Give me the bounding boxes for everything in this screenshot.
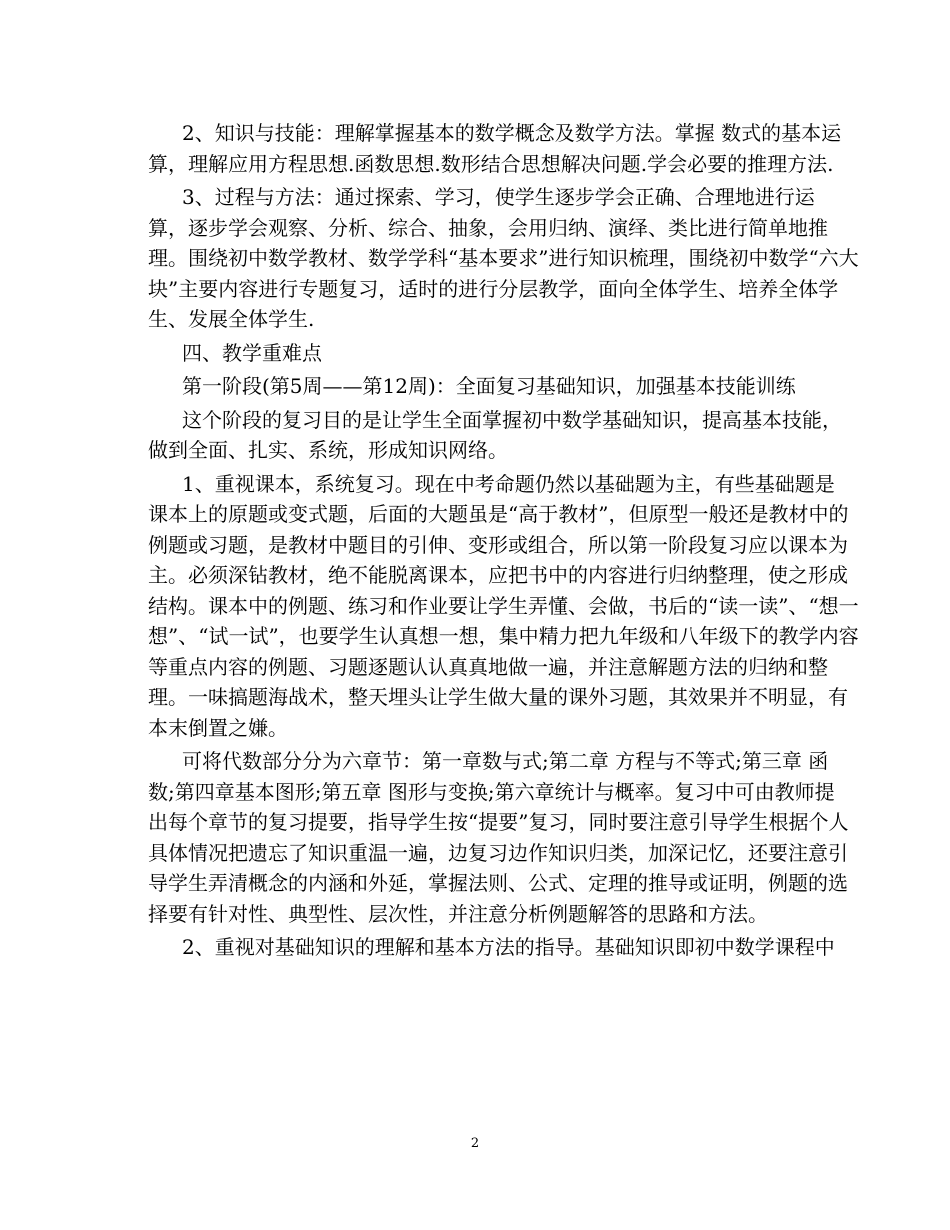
text-line: 导学生弄清概念的内涵和外延，掌握法则、公式、定理的推导或证明，例题的选	[148, 871, 848, 895]
body-text	[148, 118, 859, 963]
text-line: 算，理解应用方程思想.函数思想.数形结合思想解决问题.学会必要的推理方法.	[148, 151, 834, 176]
section-heading: 四、教学重难点	[182, 340, 322, 365]
text-line: 择要有针对性、典型性、层次性，并注意分析例题解答的思路和方法。	[148, 901, 768, 926]
text-line: 做到全面、扎实、系统，形成知识网络。	[148, 438, 508, 462]
text-line: 出每个章节的复习提要，指导学生按“提要”复习，同时要注意引导学生根据个人	[148, 810, 849, 834]
text-line: 例题或习题，是教材中题目的引伸、变形或组合，所以第一阶段复习应以课本为	[148, 532, 848, 557]
text-line: 本末倒置之嫌。	[148, 715, 288, 740]
text-line: 结构。课本中的例题、练习和作业要让学生弄懂、会做，书后的“读一读”、“想一	[148, 593, 859, 618]
text-line: 等重点内容的例题、习题逐题认认真真地做一遍，并注意解题方法的归纳和整	[148, 654, 828, 679]
text-line: 数;第四章基本图形;第五章 图形与变换;第六章统计与概率。复习中可由教师提	[148, 779, 835, 804]
text-line: 课本上的原题或变式题，后面的大题虽是“高于教材”，但原型一般还是教材中的	[148, 502, 849, 526]
text-line: 2、重视对基础知识的理解和基本方法的指导。基础知识即初中数学课程中	[182, 935, 835, 959]
text-line: 想”、“试一试”，也要学生认真想一想，集中精力把九年级和八年级下的教学内容	[148, 624, 859, 648]
text-line: 2、知识与技能：理解掌握基本的数学概念及数学方法。掌握 数式的基本运	[182, 121, 842, 145]
text-line: 生、发展全体学生.	[148, 307, 315, 331]
text-line: 主。必须深钻教材，绝不能脱离课本，应把书中的内容进行归纳整理，使之形成	[148, 563, 848, 587]
stage-heading: 第一阶段(第5周——第12周)：全面复习基础知识，加强基本技能训练	[182, 374, 796, 398]
text-line: 块”主要内容进行专题复习，适时的进行分层教学，面向全体学生、培养全体学	[148, 276, 839, 301]
text-line: 可将代数部分分为六章节：第一章数与式;第二章 方程与不等式;第三章 函	[182, 749, 829, 773]
text-line: 理。围绕初中数学教材、数学学科“基本要求”进行知识梳理，围绕初中数学“六大	[148, 246, 859, 270]
text-line: 1、重视课本，系统复习。现在中考命题仍然以基础题为主，有些基础题是	[182, 471, 835, 496]
text-line: 这个阶段的复习目的是让学生全面掌握初中数学基础知识，提高基本技能，	[182, 407, 842, 432]
text-line: 算，逐步学会观察、分析、综合、抽象，会用归纳、演绎、类比进行简单地推	[148, 215, 828, 240]
text-line: 具体情况把遗忘了知识重温一遍，边复习边作知识归类，加深记忆，还要注意引	[148, 840, 848, 865]
text-line: 3、过程与方法：通过探索、学习，使学生逐步学会正确、合理地进行运	[182, 185, 815, 209]
page-number: 2	[470, 1136, 480, 1151]
text-line: 理。一味搞题海战术，整天埋头让学生做大量的课外习题，其效果并不明显，有	[148, 685, 848, 709]
